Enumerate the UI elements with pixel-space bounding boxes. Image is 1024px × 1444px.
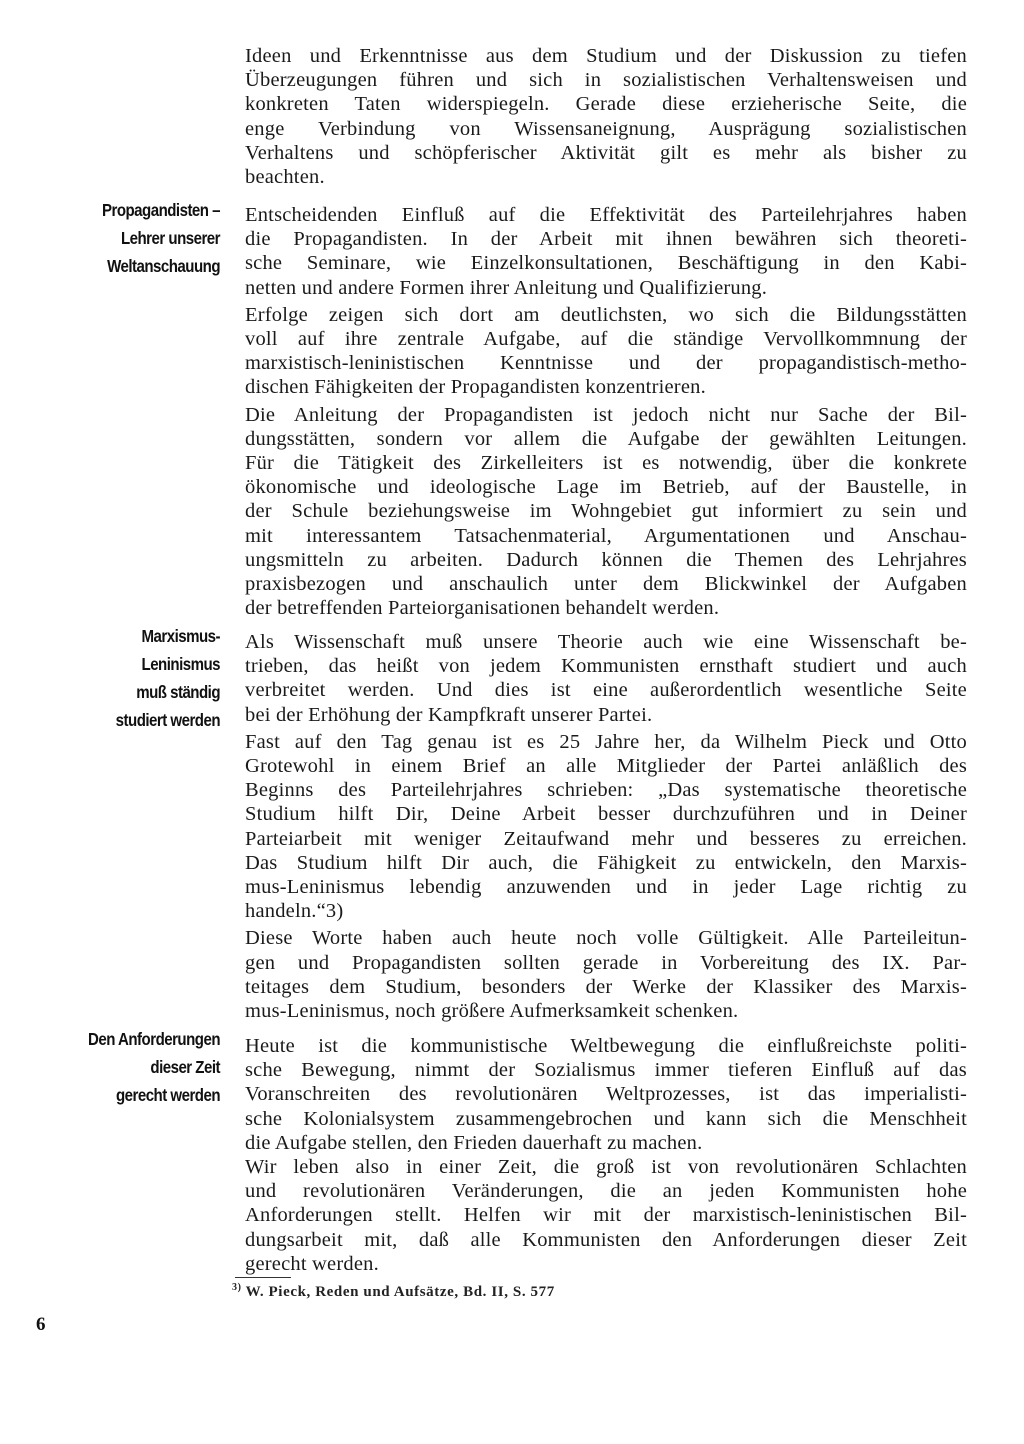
text-line: handeln.“3) bbox=[245, 900, 344, 923]
body-block-marxismus bbox=[245, 630, 967, 1026]
text-line: ungsmitteln zu arbeiten. Dadurch können die Themen des Lehrjahres bbox=[245, 548, 967, 571]
text-line: Entscheidenden Einfluß auf die Effektivität des Parteilehrjahres haben bbox=[245, 204, 967, 226]
text-line: Für die Tätigkeit des Zirkelleiters ist es notwendig, über die konkrete bbox=[245, 452, 967, 475]
text-line: die Aufgabe stellen, den Frieden dauerhaft zu machen. bbox=[245, 1131, 703, 1154]
body-block-intro bbox=[245, 44, 967, 192]
text-line: dungsstätten, sondern vor allem die Aufgabe der gewählten Leitungen. bbox=[245, 427, 967, 450]
text-line: Als Wissenschaft muß unsere Theorie auch wie eine Wissenschaft be- bbox=[245, 631, 967, 653]
text-line: Ideen und Erkenntnisse aus dem Studium und der Diskussion zu tiefen bbox=[245, 45, 967, 67]
margin-note-line: Lehrer unserer bbox=[120, 228, 220, 248]
margin-note-line: Marxismus-Leninismus bbox=[141, 626, 220, 674]
text-line: verbreitet werden. Und dies ist eine außerordentlich wesentliche Seite bbox=[245, 679, 967, 702]
body-block-anforderungen bbox=[245, 1034, 967, 1279]
text-line: der Schule beziehungsweise im Wohngebiet gut informiert zu sein und bbox=[245, 500, 967, 523]
text-line: mit interessantem Tatsachenmaterial, Argumentationen und Anschau- bbox=[245, 524, 967, 547]
paragraph-2 bbox=[245, 303, 967, 400]
text-line: marxistisch-leninistischen Kenntnisse und der propagandistisch-metho- bbox=[245, 352, 967, 375]
paragraph-6 bbox=[245, 926, 967, 1023]
text-line: gerecht werden. bbox=[245, 1252, 379, 1275]
margin-note-anforderungen bbox=[65, 1025, 220, 1109]
text-line: Erfolge zeigen sich dort am deutlichsten, wo sich die Bildungsstätten bbox=[245, 303, 967, 326]
paragraph-1 bbox=[245, 203, 967, 300]
margin-note-line: Den Anforderungen bbox=[88, 1029, 221, 1049]
text-line: bei der Erhöhung der Kampfkraft unserer Partei. bbox=[245, 703, 653, 726]
text-line: enge Verbindung von Wissensaneignung, Ausprägung sozialistischen bbox=[245, 117, 967, 140]
text-line: konkreten Taten widerspiegeln. Gerade diese erzieherische Seite, die bbox=[245, 93, 967, 116]
text-line: Das Studium hilft Dir auch, die Fähigkeit zu entwickeln, den Marxis- bbox=[245, 851, 967, 874]
body-block-propagandisten bbox=[245, 203, 967, 623]
text-line: dungsarbeit mit, daß alle Kommunisten den Anforderungen dieser Zeit bbox=[245, 1228, 967, 1251]
text-line: Verhaltens und schöpferischer Aktivität gilt es mehr als bisher zu bbox=[245, 141, 967, 164]
text-line: Anforderungen stellt. Helfen wir mit der marxistisch-leninistischen Bil- bbox=[245, 1204, 967, 1227]
text-line: trieben, das heißt von jedem Kommunisten ernsthaft studiert und auch bbox=[245, 655, 967, 678]
text-line: Studium hilft Dir, Deine Arbeit besser durchzuführen und in Deiner bbox=[245, 803, 967, 826]
text-line: praxisbezogen und anschaulich unter dem Blickwinkel der Aufgaben bbox=[245, 573, 967, 596]
text-line: sche Bewegung, nimmt der Sozialismus immer tieferen Einfluß auf das bbox=[245, 1059, 967, 1082]
paragraph-8 bbox=[245, 1155, 967, 1276]
margin-note-line: gerecht werden bbox=[115, 1085, 220, 1105]
margin-note-line: Propagandisten – bbox=[101, 200, 220, 220]
text-line: und revolutionären Veränderungen, die an jeden Kommunisten hohe bbox=[245, 1180, 967, 1203]
text-line: gen und Propagandisten sollten gerade in Vorbereitung des IX. Par- bbox=[245, 951, 967, 974]
footnote-text: W. Pieck, Reden und Aufsätze, Bd. II, S. 577 bbox=[245, 1284, 555, 1300]
text-line: mus-Leninismus, noch größere Aufmerksamkeit schenken. bbox=[245, 1000, 739, 1023]
text-line: netten und andere Formen ihrer Anleitung und Qualifizierung. bbox=[245, 276, 768, 299]
text-line: der betreffenden Parteiorganisationen behandelt werden. bbox=[245, 597, 720, 620]
text-line: Heute ist die kommunistische Weltbewegung die einflußreichste politi- bbox=[245, 1035, 967, 1057]
margin-note-line: muß ständig bbox=[136, 682, 220, 702]
margin-note-line: studiert werden bbox=[115, 710, 220, 730]
text-line: Wir leben also in einer Zeit, die groß ist von revolutionären Schlachten bbox=[245, 1156, 967, 1179]
margin-note-marxismus bbox=[65, 622, 220, 734]
footnote bbox=[232, 1282, 555, 1301]
text-line: ökonomische und ideologische Lage im Betrieb, auf der Baustelle, in bbox=[245, 476, 967, 499]
text-line: sche Seminare, wie Einzelkonsultationen, Beschäftigung in den Kabi- bbox=[245, 252, 967, 275]
text-line: voll auf ihre zentrale Aufgabe, auf die ständige Vervollkommnung der bbox=[245, 328, 967, 351]
text-line: Fast auf den Tag genau ist es 25 Jahre her, da Wilhelm Pieck und Otto bbox=[245, 730, 967, 753]
text-line: Die Anleitung der Propagandisten ist jedoch nicht nur Sache der Bil- bbox=[245, 403, 967, 426]
page-number: 6 bbox=[36, 1314, 46, 1335]
margin-note-propagandisten bbox=[65, 196, 220, 280]
paragraph-7 bbox=[245, 1034, 967, 1155]
margin-note-line: dieser Zeit bbox=[150, 1057, 220, 1077]
paragraph-5 bbox=[245, 730, 967, 924]
text-line: mus-Leninismus lebendig anzuwenden und in jeder Lage richtig zu bbox=[245, 876, 967, 899]
text-line: die Propagandisten. In der Arbeit mit ihnen bewähren sich theoreti- bbox=[245, 228, 967, 251]
paragraph-0 bbox=[245, 44, 967, 189]
paragraph-3 bbox=[245, 403, 967, 621]
text-line: Beginns des Parteilehrjahres schrieben: „Das systematische theoretische bbox=[245, 779, 967, 802]
text-line: Voranschreiten des revolutionären Weltprozesses, ist das imperialisti- bbox=[245, 1083, 967, 1106]
margin-note-line: Weltanschauung bbox=[107, 256, 220, 276]
text-line: Grotewohl in einem Brief an alle Mitglieder der Partei anläßlich des bbox=[245, 755, 967, 778]
text-line: Parteiarbeit mit weniger Zeitaufwand mehr und besseres zu erreichen. bbox=[245, 827, 967, 850]
paragraph-4 bbox=[245, 630, 967, 727]
text-line: Überzeugungen führen und sich in sozialistischen Verhaltensweisen und bbox=[245, 69, 967, 92]
footnote-marker: 3) bbox=[232, 1282, 242, 1293]
footnote-divider bbox=[235, 1277, 291, 1278]
text-line: beachten. bbox=[245, 166, 325, 189]
text-line: sche Kolonialsystem zusammengebrochen und kann sich die Menschheit bbox=[245, 1107, 967, 1130]
text-line: teitages dem Studium, besonders der Werke der Klassiker des Marxis- bbox=[245, 975, 967, 998]
text-line: Diese Worte haben auch heute noch volle Gültigkeit. Alle Parteileitun- bbox=[245, 927, 967, 950]
text-line: dischen Fähigkeiten der Propagandisten konzentrieren. bbox=[245, 376, 706, 399]
